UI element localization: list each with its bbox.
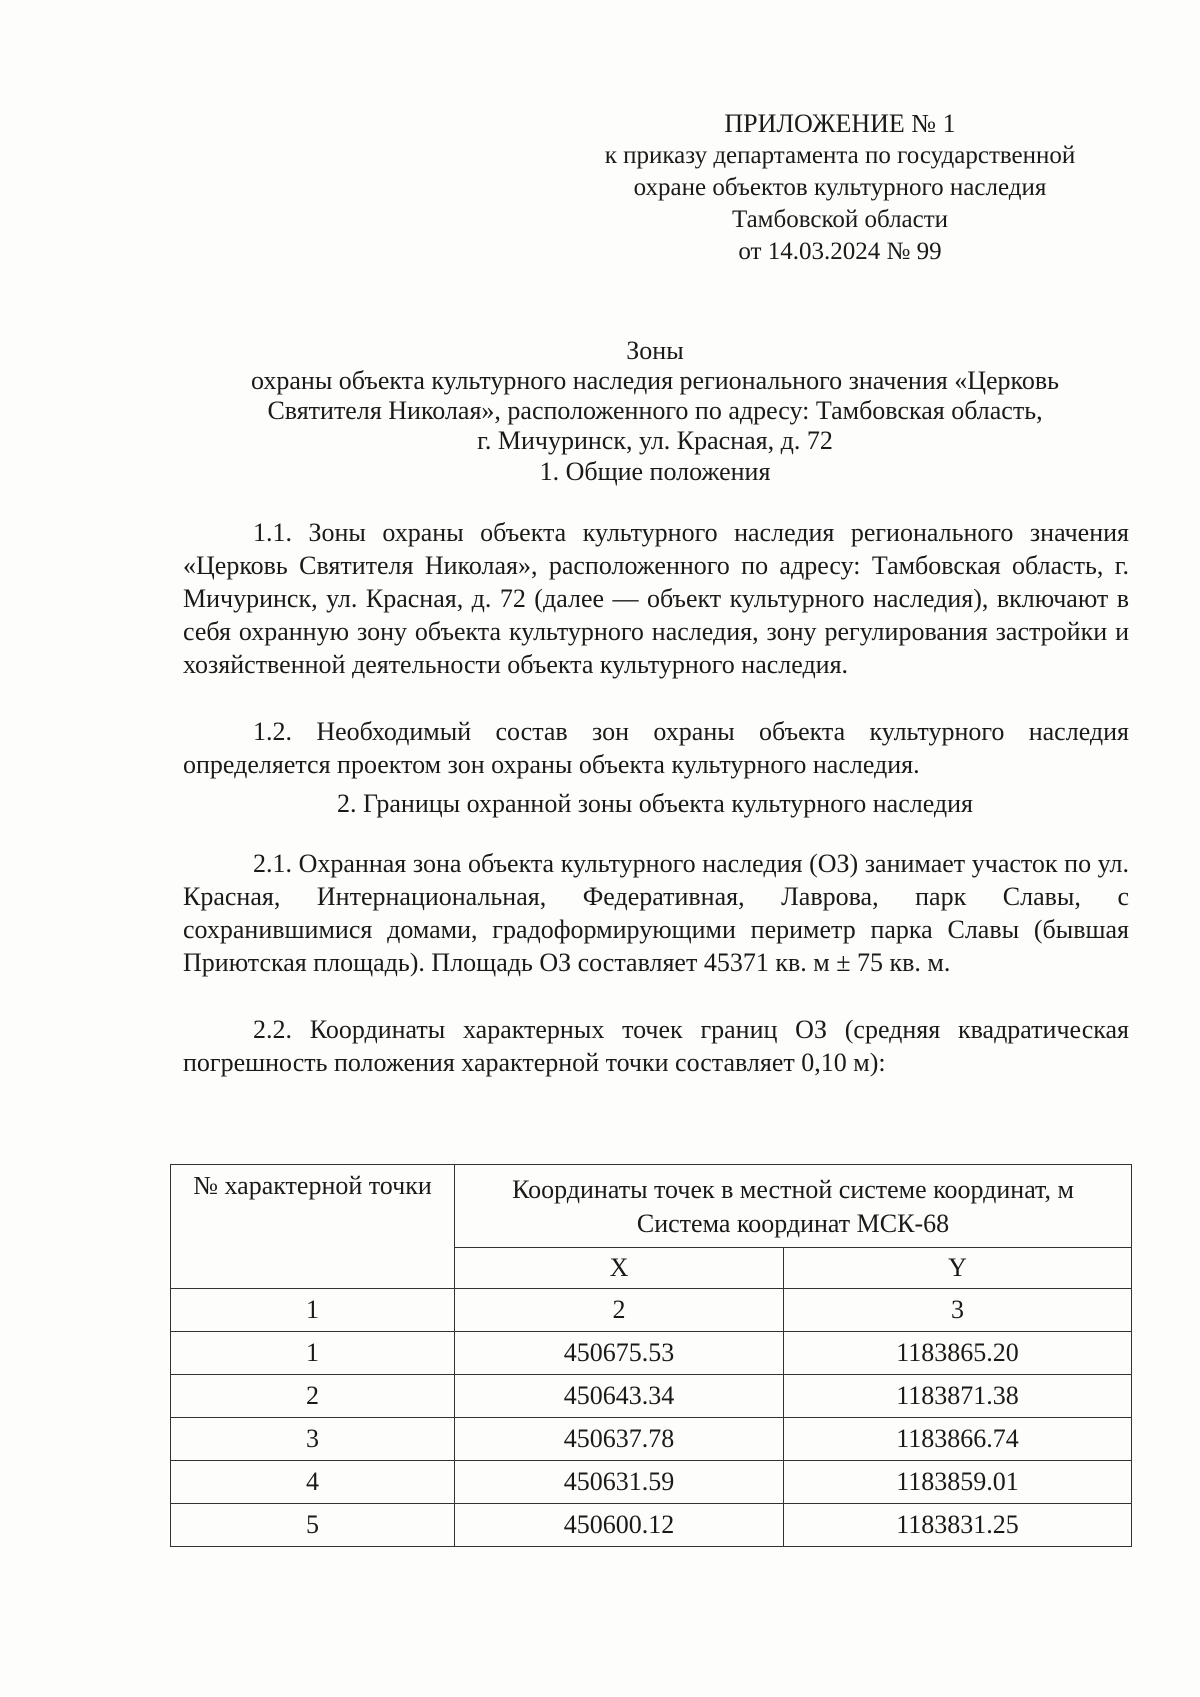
table-row xyxy=(171,1375,1132,1418)
coordinate-y: 1183865.20 xyxy=(784,1332,1132,1375)
point-number: 2 xyxy=(171,1375,455,1418)
section-heading-1: 1. Общие положения xyxy=(539,457,771,486)
coordinate-x: 450600.12 xyxy=(455,1504,784,1547)
appendix-date: от 14.03.2024 № 99 xyxy=(738,238,942,265)
title-line: г. Мичуринск, ул. Красная, д. 72 xyxy=(477,426,833,455)
table-header-row xyxy=(171,1165,1132,1248)
document-title xyxy=(170,336,1140,456)
title-line: Святителя Николая», расположенного по адресу: Тамбовская область, xyxy=(267,396,1043,425)
column-number: 1 xyxy=(171,1289,455,1332)
point-number: 3 xyxy=(171,1418,455,1461)
header-coordinates-line: Координаты точек в местной системе координат, м xyxy=(512,1175,1074,1204)
point-number: 5 xyxy=(171,1504,455,1547)
column-number: 3 xyxy=(784,1289,1132,1332)
coordinate-x: 450675.53 xyxy=(455,1332,784,1375)
column-number-row xyxy=(171,1289,1132,1332)
header-coordinates-system: Система координат МСК-68 xyxy=(636,1209,950,1238)
coordinate-x: 450631.59 xyxy=(455,1461,784,1504)
paragraph-2-1: 2.1. Охранная зона объекта культурного наследия (ОЗ) занимает участок по ул. Красная, Интернациональная, Федеративная, Лаврова, парк Славы, с сохранившимися домами, градоформирующими периметр парка Славы (бывшая Приютская площадь). Площадь ОЗ составляет 45371 кв. м ± 75 кв. м. xyxy=(183,849,1129,977)
table-row xyxy=(171,1504,1132,1547)
column-number: 2 xyxy=(455,1289,784,1332)
paragraph-2-2: 2.2. Координаты характерных точек границ ОЗ (средняя квадратическая погрешность положения характерной точки составляет 0,10 м): xyxy=(183,1015,1129,1077)
appendix-title: ПРИЛОЖЕНИЕ № 1 xyxy=(724,109,956,138)
table-row xyxy=(171,1418,1132,1461)
coordinate-y: 1183831.25 xyxy=(784,1504,1132,1547)
coordinate-x: 450643.34 xyxy=(455,1375,784,1418)
header-x: X xyxy=(455,1248,784,1289)
coordinate-y: 1183871.38 xyxy=(784,1375,1132,1418)
table-row xyxy=(171,1332,1132,1375)
header-point-number: № характерной точки xyxy=(171,1165,455,1289)
appendix-line: Тамбовской области xyxy=(731,206,949,233)
table-row xyxy=(171,1461,1132,1504)
title-line: охраны объекта культурного наследия регионального значения «Церковь xyxy=(251,366,1059,395)
coordinates-table xyxy=(170,1164,1132,1547)
section-heading-2: 2. Границы охранной зоны объекта культурного наследия xyxy=(336,789,974,818)
appendix-header xyxy=(560,108,1120,268)
point-number: 4 xyxy=(171,1461,455,1504)
appendix-line: охране объектов культурного наследия xyxy=(633,174,1047,201)
header-y: Y xyxy=(784,1248,1132,1289)
header-coordinates xyxy=(455,1165,1132,1248)
title-line: Зоны xyxy=(626,336,684,365)
paragraph-1-1: 1.1. Зоны охраны объекта культурного наследия регионального значения «Церковь Святителя Николая», расположенного по адресу: Тамбовская область, г. Мичуринск, ул. Красная, д. 72 (далее — объект культурного наследия), включают в себя охранную зону объекта культурного наследия, зону регулирования застройки и хозяйственной деятельности объекта культурного наследия. xyxy=(183,518,1129,679)
point-number: 1 xyxy=(171,1332,455,1375)
coordinate-y: 1183866.74 xyxy=(784,1418,1132,1461)
coordinate-x: 450637.78 xyxy=(455,1418,784,1461)
coordinate-y: 1183859.01 xyxy=(784,1461,1132,1504)
paragraph-1-2: 1.2. Необходимый состав зон охраны объекта культурного наследия определяется проектом зон охраны объекта культурного наследия. xyxy=(183,717,1129,779)
appendix-line: к приказу департамента по государственной xyxy=(604,142,1076,169)
